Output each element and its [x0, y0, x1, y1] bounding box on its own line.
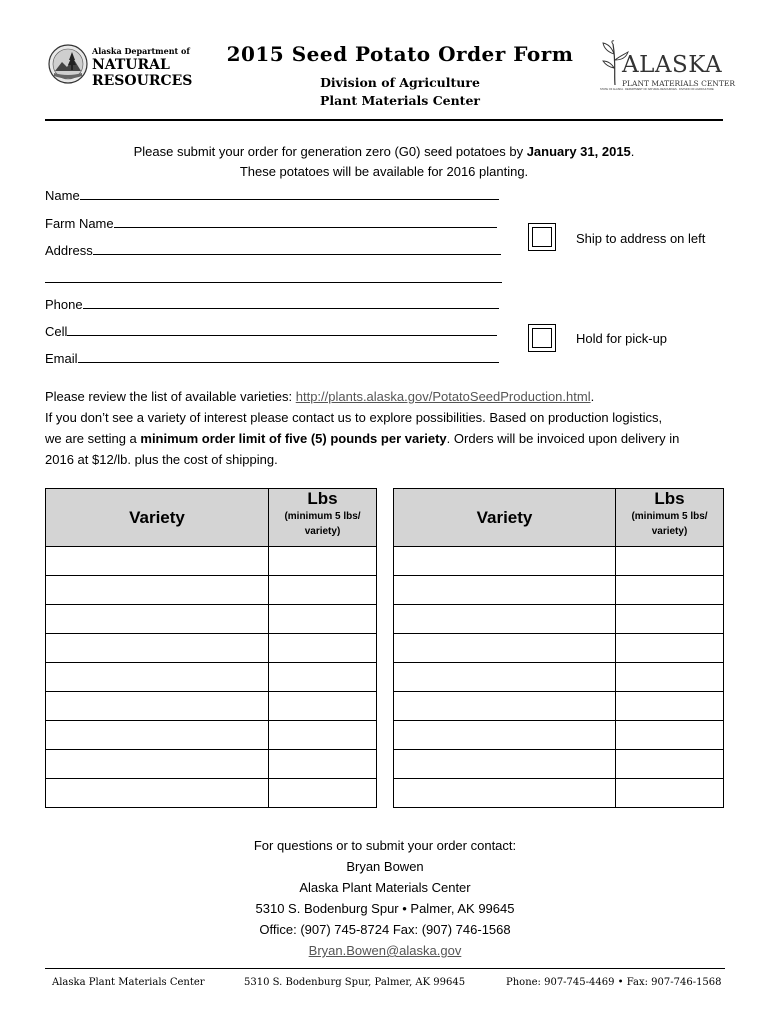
- lbs-column-header: [269, 489, 377, 547]
- review-minimum-order: minimum order limit of five (5) pounds per variety: [140, 431, 447, 446]
- contact-block: [45, 835, 725, 961]
- table-row: [394, 779, 724, 808]
- contact-name: Bryan Bowen: [346, 859, 424, 874]
- ship-to-address-checkbox[interactable]: [528, 223, 556, 251]
- variety-column-header: Variety: [394, 489, 616, 547]
- email-label: Email: [45, 351, 78, 366]
- lbs-cell[interactable]: [269, 663, 377, 692]
- review-minimum-suffix: . Orders will be invoiced upon delivery in: [446, 431, 680, 446]
- lbs-cell[interactable]: [269, 692, 377, 721]
- review-line-4: 2016 at $12/lb. plus the cost of shipping.: [45, 452, 278, 467]
- phone-input-line[interactable]: [83, 294, 499, 309]
- alaska-logo-fineprint: STATE OF ALASKA · DEPARTMENT OF NATURAL RESOURCES · DIVISION OF AGRICULTURE: [600, 88, 714, 91]
- variety-cell[interactable]: [46, 605, 269, 634]
- table-row: [46, 663, 377, 692]
- lbs-header-min-line1: (minimum 5 lbs/: [631, 511, 708, 522]
- review-varieties-prefix: Please review the list of available varieties:: [45, 389, 296, 404]
- dnr-department-label: Alaska Department of: [92, 46, 190, 56]
- lbs-header-min-line2: variety): [651, 526, 688, 537]
- variety-cell[interactable]: [394, 779, 616, 808]
- subtitle-division: Division of Agriculture: [320, 75, 480, 90]
- table-row: [394, 634, 724, 663]
- lbs-cell[interactable]: [616, 721, 724, 750]
- lbs-cell[interactable]: [616, 779, 724, 808]
- contact-organization: Alaska Plant Materials Center: [299, 880, 471, 895]
- variety-cell[interactable]: [46, 779, 269, 808]
- variety-cell[interactable]: [46, 663, 269, 692]
- table-row: [46, 750, 377, 779]
- review-line-1: [45, 386, 725, 407]
- lbs-cell[interactable]: [269, 634, 377, 663]
- lbs-cell[interactable]: [616, 750, 724, 779]
- address-label: Address: [45, 243, 93, 258]
- intro-deadline-prefix: Please submit your order for generation zero (G0) seed potatoes by: [133, 144, 527, 159]
- lbs-cell[interactable]: [616, 634, 724, 663]
- table-row: [46, 779, 377, 808]
- contact-intro: For questions or to submit your order contact:: [253, 838, 517, 853]
- variety-cell[interactable]: [394, 605, 616, 634]
- variety-cell[interactable]: [394, 547, 616, 576]
- variety-cell[interactable]: [394, 663, 616, 692]
- variety-cell[interactable]: [46, 721, 269, 750]
- email-field[interactable]: [45, 348, 499, 366]
- table-row: [394, 721, 724, 750]
- variety-cell[interactable]: [46, 634, 269, 663]
- table-row: [46, 692, 377, 721]
- footer-divider: [45, 968, 725, 969]
- phone-field[interactable]: [45, 294, 499, 312]
- dnr-name: [92, 57, 192, 89]
- intro-line-1: [45, 142, 723, 162]
- intro-deadline-date: January 31, 2015: [526, 144, 631, 159]
- address-line-2-input-line[interactable]: [45, 268, 502, 283]
- intro-deadline-suffix: .: [630, 144, 635, 159]
- lbs-cell[interactable]: [269, 721, 377, 750]
- table-row: [394, 547, 724, 576]
- name-field[interactable]: [45, 185, 499, 203]
- table-row: [394, 663, 724, 692]
- ship-to-address-label: Ship to address on left: [576, 231, 706, 246]
- lbs-cell[interactable]: [269, 605, 377, 634]
- footer-phone-fax: Phone: 907-745-4469 • Fax: 907-746-1568: [506, 977, 722, 988]
- review-line-2: If you don’t see a variety of interest please contact us to explore possibilities. Based on production logistics,: [45, 410, 663, 425]
- variety-cell[interactable]: [46, 547, 269, 576]
- variety-column-header: Variety: [46, 489, 269, 547]
- hold-for-pickup-label: Hold for pick-up: [576, 331, 668, 346]
- cell-field[interactable]: [45, 321, 497, 339]
- subtitle-center: Plant Materials Center: [320, 93, 480, 108]
- contact-email-link[interactable]: Bryan.Bowen@alaska.gov: [308, 943, 462, 958]
- phone-label: Phone: [45, 297, 83, 312]
- footer-address: 5310 S. Bodenburg Spur, Palmer, AK 99645: [244, 977, 466, 988]
- variety-cell[interactable]: [394, 634, 616, 663]
- review-line-3: [45, 428, 725, 449]
- lbs-header-min-line2: variety): [304, 526, 341, 537]
- lbs-cell[interactable]: [616, 692, 724, 721]
- intro-text: [45, 142, 723, 182]
- alaska-logo-wordmark: ALASKA: [622, 52, 723, 78]
- farm-name-input-line[interactable]: [114, 213, 497, 228]
- variety-cell[interactable]: [46, 576, 269, 605]
- farm-name-field[interactable]: [45, 213, 497, 231]
- variety-cell[interactable]: [394, 721, 616, 750]
- review-paragraph: [45, 386, 725, 470]
- lbs-cell[interactable]: [616, 663, 724, 692]
- contact-address: 5310 S. Bodenburg Spur • Palmer, AK 99645: [255, 901, 515, 916]
- lbs-header-label: Lbs: [307, 489, 338, 508]
- table-row: [394, 692, 724, 721]
- table-row: [394, 750, 724, 779]
- order-table-right: [393, 488, 724, 808]
- lbs-column-header: [616, 489, 724, 547]
- variety-cell[interactable]: [394, 576, 616, 605]
- alaska-pmc-logo: [596, 40, 735, 92]
- name-label: Name: [45, 188, 80, 203]
- page-title: 2015 Seed Potato Order Form: [226, 42, 574, 66]
- dnr-name-line2: RESOURCES: [92, 73, 193, 89]
- cell-label: Cell: [45, 324, 68, 339]
- address-line-2-field[interactable]: [45, 268, 502, 286]
- address-input-line[interactable]: [93, 240, 501, 255]
- cell-input-line[interactable]: [67, 321, 497, 336]
- dnr-seal-logo: [48, 44, 88, 84]
- name-input-line[interactable]: [80, 185, 499, 200]
- hold-for-pickup-checkbox[interactable]: [528, 324, 556, 352]
- table-row: [46, 605, 377, 634]
- lbs-cell[interactable]: [616, 576, 724, 605]
- variety-cell[interactable]: [394, 692, 616, 721]
- lbs-header-min-line1: (minimum 5 lbs/: [284, 511, 361, 522]
- order-table-left: [45, 488, 377, 808]
- footer-organization: Alaska Plant Materials Center: [52, 977, 205, 988]
- lbs-cell[interactable]: [269, 779, 377, 808]
- email-input-line[interactable]: [78, 348, 499, 363]
- address-field[interactable]: [45, 240, 501, 258]
- lbs-cell[interactable]: [616, 547, 724, 576]
- dnr-name-line1: NATURAL: [92, 57, 170, 73]
- contact-phone-fax: Office: (907) 745-8724 Fax: (907) 746-1568: [259, 922, 511, 937]
- lbs-cell[interactable]: [269, 750, 377, 779]
- lbs-cell[interactable]: [616, 605, 724, 634]
- varieties-link[interactable]: http://plants.alaska.gov/PotatoSeedProduction.html: [295, 389, 591, 404]
- table-row: [46, 721, 377, 750]
- variety-cell[interactable]: [46, 692, 269, 721]
- lbs-cell[interactable]: [269, 547, 377, 576]
- table-row: [46, 547, 377, 576]
- page-subtitle: [205, 74, 595, 110]
- variety-cell[interactable]: [46, 750, 269, 779]
- lbs-cell[interactable]: [269, 576, 377, 605]
- table-row: [394, 576, 724, 605]
- variety-cell[interactable]: [394, 750, 616, 779]
- header-divider: [45, 119, 723, 121]
- intro-line-2: These potatoes will be available for 2016 planting.: [239, 164, 529, 179]
- table-row: [394, 605, 724, 634]
- table-row: [46, 576, 377, 605]
- farm-name-label: Farm Name: [45, 216, 114, 231]
- review-minimum-prefix: we are setting a: [45, 431, 141, 446]
- review-varieties-suffix: .: [590, 389, 595, 404]
- table-row: [46, 634, 377, 663]
- alaska-logo-subtitle: PLANT MATERIALS CENTER: [622, 79, 735, 88]
- lbs-header-label: Lbs: [654, 489, 685, 508]
